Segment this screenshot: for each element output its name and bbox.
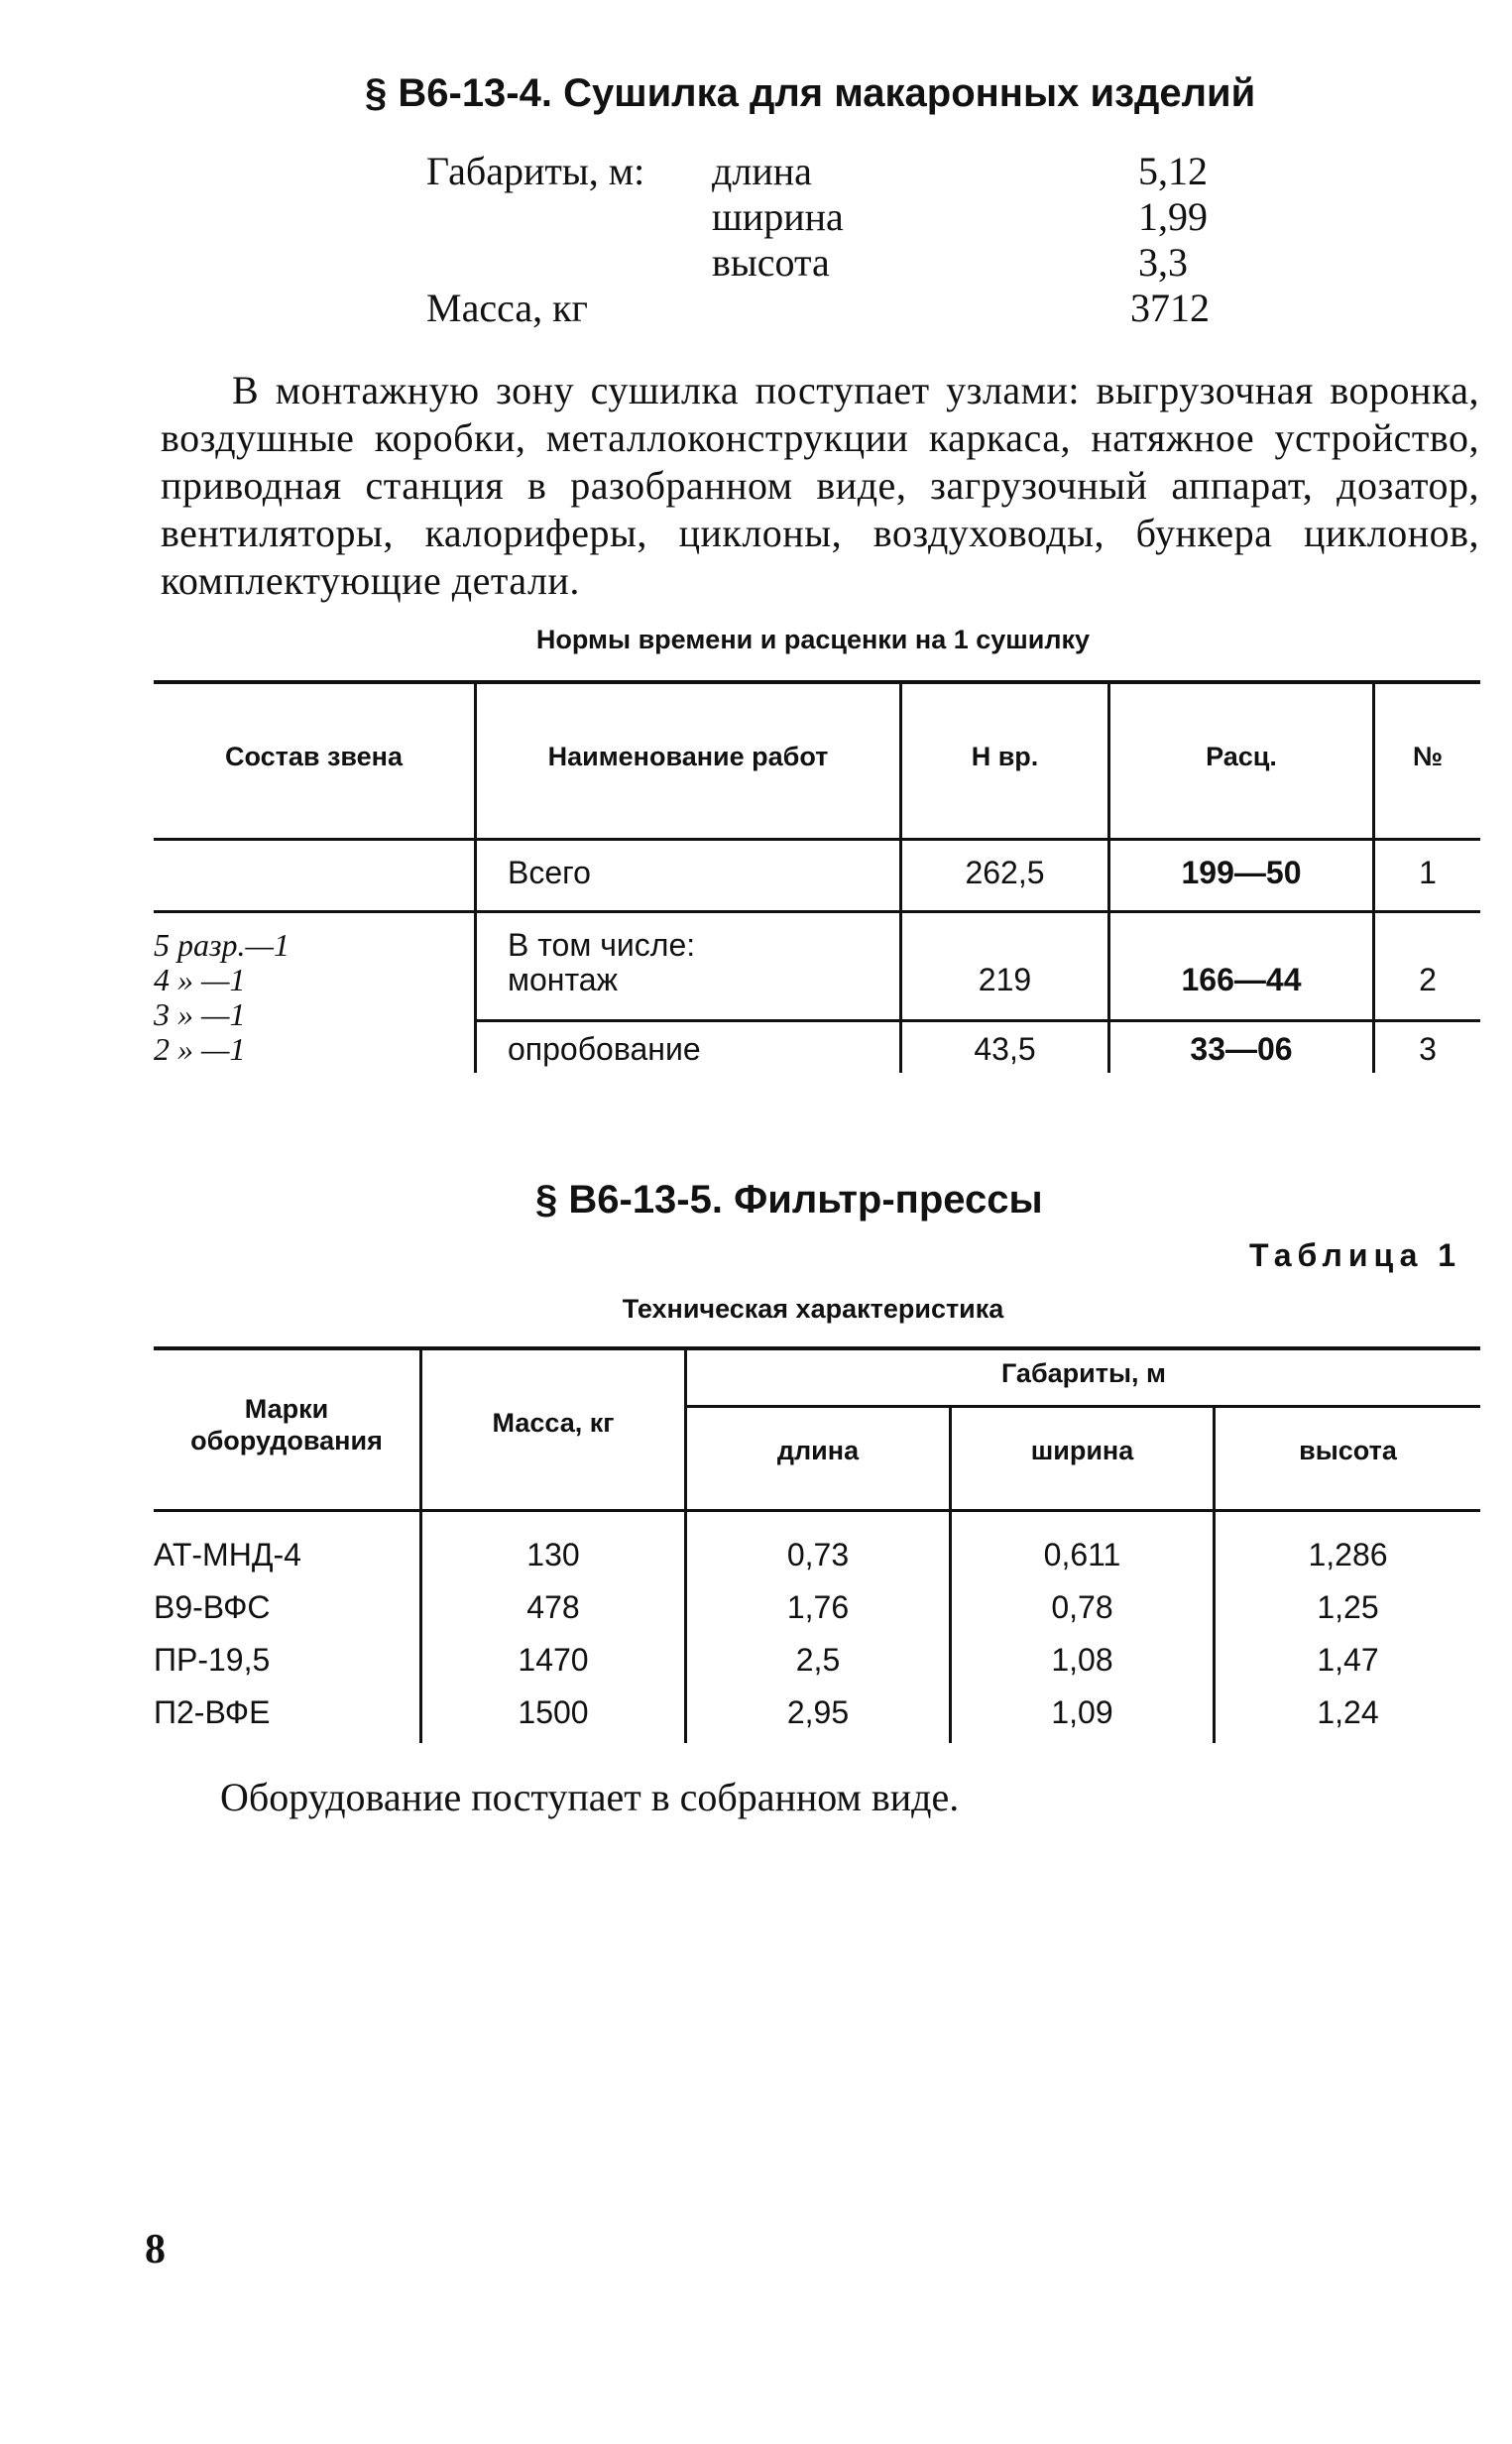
header-time: Н вр. (971, 742, 1039, 771)
tech-characteristics-caption: Техническая характеристика (622, 1294, 1004, 1324)
mass-label: Масса, кг (426, 286, 588, 330)
crew-line: 5 разр.—1 (154, 927, 290, 963)
rate-total: 199—50 (1181, 855, 1302, 890)
row-length: 2,95 (786, 1694, 850, 1730)
gabarity-label: Габариты, м: (426, 149, 645, 193)
time-montage: 219 (978, 962, 1032, 997)
crew-line: 2 » —1 (154, 1031, 246, 1067)
width-label: ширина (712, 194, 844, 239)
time-testing: 43,5 (974, 1031, 1036, 1067)
rate-montage: 166—44 (1181, 962, 1302, 997)
row-width: 0,78 (1051, 1589, 1113, 1625)
table-label: Таблица 1 (1249, 1237, 1462, 1273)
mass-value: 3712 (1130, 286, 1210, 330)
row-height: 1,25 (1317, 1589, 1379, 1625)
row-mass: 1500 (518, 1694, 589, 1730)
height-value: 3,3 (1138, 240, 1188, 285)
length-value: 5,12 (1138, 149, 1208, 193)
header-rate: Расц. (1206, 742, 1277, 771)
work-testing: опробование (508, 1031, 701, 1067)
header-width: ширина (1030, 1436, 1134, 1465)
num-total: 1 (1419, 855, 1437, 890)
row-mass: 478 (526, 1589, 580, 1625)
row-length: 2,5 (795, 1642, 841, 1678)
row-mass: 1470 (518, 1642, 589, 1678)
assembled-note: Оборудование поступает в собранном виде. (220, 1775, 960, 1819)
header-brand: Марки оборудования (190, 1394, 383, 1455)
header-height: высота (1299, 1436, 1397, 1465)
dryer-description: В монтажную зону сушилка поступает узлами: выгрузочная воронка, воздушные коробки, металлоконструкции каркаса, натяжное устройство, приводная станция в разобранном виде, загрузочный аппарат, дозатор, вентиляторы, калориферы, циклоны, воздуховоды, бункера циклонов, комплектующие детали. (161, 368, 1479, 603)
length-label: длина (712, 149, 812, 193)
work-including-prefix: В том числе: (508, 927, 696, 963)
norms-table-caption: Нормы времени и расценки на 1 сушилку (535, 625, 1091, 654)
row-width: 1,08 (1051, 1642, 1113, 1678)
time-total: 262,5 (965, 855, 1045, 890)
section-title-dryer: § В6-13-4. Сушилка для макаронных изделий (365, 71, 1256, 115)
row-height: 1,47 (1317, 1642, 1379, 1678)
crew-line: 3 » —1 (154, 996, 246, 1032)
crew-line: 4 » —1 (154, 962, 246, 997)
row-height: 1,286 (1308, 1537, 1388, 1572)
row-height: 1,24 (1317, 1694, 1379, 1730)
header-crew: Состав звена (225, 742, 403, 771)
work-montage: монтаж (508, 962, 618, 997)
section-title-filter-presses: § В6-13-5. Фильтр-прессы (535, 1178, 1043, 1222)
num-testing: 3 (1419, 1031, 1437, 1067)
header-dims: Габариты, м (1000, 1358, 1166, 1388)
work-total: Всего (508, 855, 591, 890)
row-length: 1,76 (786, 1589, 850, 1625)
width-value: 1,99 (1138, 194, 1208, 239)
num-montage: 2 (1419, 962, 1437, 997)
row-width: 0,611 (1043, 1537, 1121, 1572)
row-width: 1,09 (1051, 1694, 1113, 1730)
row-length: 0,73 (786, 1537, 850, 1572)
header-length: длина (776, 1436, 860, 1465)
header-mass: Масса, кг (492, 1408, 615, 1438)
height-label: высота (712, 240, 830, 285)
page-number: 8 (145, 2227, 166, 2272)
row-brand: В9-ВФС (154, 1589, 271, 1625)
rate-testing: 33—06 (1190, 1031, 1293, 1067)
header-work: Наименование работ (547, 742, 829, 771)
row-brand: ПР-19,5 (154, 1642, 271, 1678)
row-brand: П2-ВФЕ (154, 1694, 271, 1730)
row-brand: АТ-МНД-4 (154, 1537, 301, 1572)
row-mass: 130 (526, 1537, 580, 1572)
header-num: № (1412, 742, 1444, 771)
